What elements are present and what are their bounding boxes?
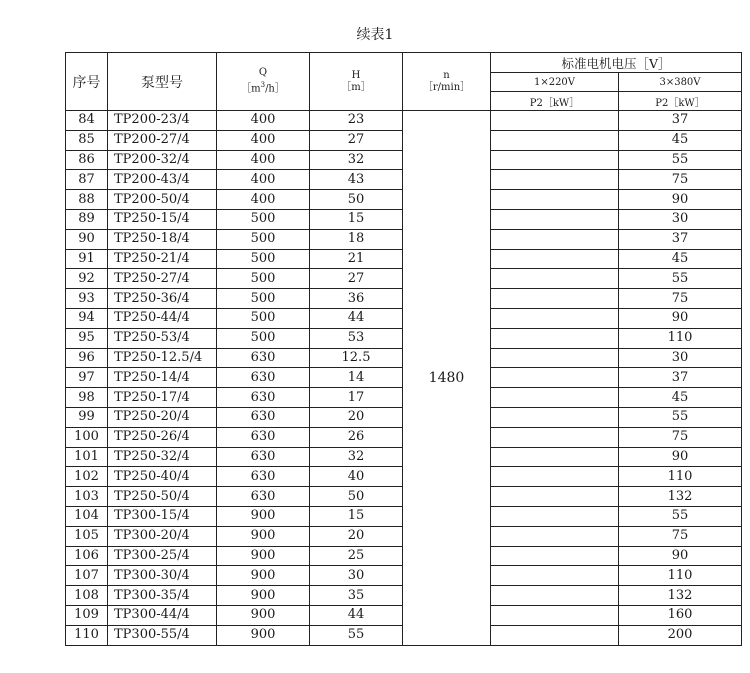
row-h-cell: 44 <box>310 308 403 328</box>
row-model-cell: TP250-50/4 <box>108 487 217 507</box>
row-seq-cell: 101 <box>66 447 108 467</box>
row-h-cell: 32 <box>310 150 403 170</box>
row-p2-3phase-cell: 110 <box>619 566 742 586</box>
row-p2-1phase-cell <box>491 249 619 269</box>
row-h-cell: 27 <box>310 269 403 289</box>
header-p2-3phase: P2［kW］ <box>619 92 742 111</box>
row-q-cell: 500 <box>217 249 310 269</box>
row-h-cell: 36 <box>310 289 403 309</box>
row-p2-3phase-cell: 110 <box>619 328 742 348</box>
header-h-unit: ［m］ <box>341 81 371 93</box>
row-q-cell: 500 <box>217 308 310 328</box>
row-p2-3phase-cell: 45 <box>619 249 742 269</box>
row-q-cell: 500 <box>217 328 310 348</box>
row-h-cell: 12.5 <box>310 348 403 368</box>
row-p2-3phase-cell: 132 <box>619 586 742 606</box>
row-p2-3phase-cell: 55 <box>619 150 742 170</box>
row-model-cell: TP300-20/4 <box>108 526 217 546</box>
header-voltage-3phase: 3×380V <box>619 73 742 92</box>
row-p2-3phase-cell: 110 <box>619 467 742 487</box>
row-q-cell: 900 <box>217 625 310 645</box>
row-q-cell: 900 <box>217 605 310 625</box>
row-seq-cell: 98 <box>66 388 108 408</box>
row-p2-1phase-cell <box>491 506 619 526</box>
row-p2-3phase-cell: 90 <box>619 308 742 328</box>
row-seq-cell: 96 <box>66 348 108 368</box>
row-model-cell: TP200-50/4 <box>108 190 217 210</box>
row-p2-3phase-cell: 37 <box>619 368 742 388</box>
row-seq-cell: 99 <box>66 407 108 427</box>
row-p2-1phase-cell <box>491 625 619 645</box>
row-h-cell: 50 <box>310 190 403 210</box>
row-h-cell: 50 <box>310 487 403 507</box>
row-q-cell: 630 <box>217 427 310 447</box>
row-q-cell: 630 <box>217 348 310 368</box>
table-caption: 续表1 <box>356 27 394 43</box>
header-q-symbol: Q <box>258 67 268 79</box>
row-seq-cell: 90 <box>66 229 108 249</box>
header-n-unit: ［r/min］ <box>422 81 471 93</box>
row-h-cell: 30 <box>310 566 403 586</box>
row-p2-3phase-cell: 90 <box>619 447 742 467</box>
row-seq-cell: 85 <box>66 130 108 150</box>
row-q-cell: 630 <box>217 368 310 388</box>
row-seq-cell: 87 <box>66 170 108 190</box>
row-p2-1phase-cell <box>491 388 619 408</box>
row-h-cell: 27 <box>310 130 403 150</box>
header-q-unit: $[m^3/h]$ <box>241 81 285 95</box>
row-seq-cell: 104 <box>66 506 108 526</box>
row-model-cell: TP250-12.5/4 <box>108 348 217 368</box>
row-model-cell: TP200-23/4 <box>108 111 217 131</box>
row-h-cell: 15 <box>310 506 403 526</box>
row-h-cell: 14 <box>310 368 403 388</box>
row-h-cell: 17 <box>310 388 403 408</box>
row-p2-3phase-cell: 55 <box>619 269 742 289</box>
row-q-cell: 400 <box>217 130 310 150</box>
row-model-cell: TP300-35/4 <box>108 586 217 606</box>
row-seq-cell: 108 <box>66 586 108 606</box>
row-p2-1phase-cell <box>491 348 619 368</box>
row-p2-1phase-cell <box>491 170 619 190</box>
row-h-cell: 21 <box>310 249 403 269</box>
row-p2-3phase-cell: 30 <box>619 209 742 229</box>
row-p2-1phase-cell <box>491 289 619 309</box>
row-seq-cell: 86 <box>66 150 108 170</box>
row-seq-cell: 95 <box>66 328 108 348</box>
row-p2-3phase-cell: 37 <box>619 111 742 131</box>
row-h-cell: 26 <box>310 427 403 447</box>
header-n <box>403 53 491 111</box>
row-seq-cell: 89 <box>66 209 108 229</box>
row-h-cell: 40 <box>310 467 403 487</box>
row-p2-3phase-cell: 75 <box>619 427 742 447</box>
row-p2-1phase-cell <box>491 308 619 328</box>
row-p2-1phase-cell <box>491 111 619 131</box>
row-seq-cell: 103 <box>66 487 108 507</box>
row-h-cell: 18 <box>310 229 403 249</box>
row-q-cell: 900 <box>217 586 310 606</box>
row-p2-1phase-cell <box>491 586 619 606</box>
table-body <box>66 111 742 646</box>
row-model-cell: TP250-14/4 <box>108 368 217 388</box>
speed-cell: 1480 <box>403 111 491 646</box>
header-model: 泵型号 <box>108 53 217 111</box>
row-model-cell: TP250-20/4 <box>108 407 217 427</box>
row-q-cell: 400 <box>217 170 310 190</box>
header-seq: 序号 <box>66 53 108 111</box>
row-model-cell: TP300-44/4 <box>108 605 217 625</box>
row-q-cell: 630 <box>217 388 310 408</box>
row-p2-1phase-cell <box>491 447 619 467</box>
header-h-symbol: H <box>351 69 361 81</box>
row-p2-3phase-cell: 132 <box>619 487 742 507</box>
row-model-cell: TP250-21/4 <box>108 249 217 269</box>
row-q-cell: 900 <box>217 546 310 566</box>
header-q <box>217 53 310 111</box>
row-h-cell: 53 <box>310 328 403 348</box>
row-model-cell: TP250-26/4 <box>108 427 217 447</box>
row-p2-3phase-cell: 75 <box>619 526 742 546</box>
row-model-cell: TP300-55/4 <box>108 625 217 645</box>
row-q-cell: 400 <box>217 150 310 170</box>
row-p2-1phase-cell <box>491 328 619 348</box>
row-p2-1phase-cell <box>491 526 619 546</box>
row-h-cell: 32 <box>310 447 403 467</box>
row-h-cell: 35 <box>310 586 403 606</box>
row-seq-cell: 105 <box>66 526 108 546</box>
row-h-cell: 20 <box>310 407 403 427</box>
row-p2-1phase-cell <box>491 605 619 625</box>
header-voltage-1phase: 1×220V <box>491 73 619 92</box>
row-p2-1phase-cell <box>491 269 619 289</box>
row-q-cell: 500 <box>217 229 310 249</box>
row-h-cell: 15 <box>310 209 403 229</box>
row-seq-cell: 109 <box>66 605 108 625</box>
row-p2-1phase-cell <box>491 487 619 507</box>
row-model-cell: TP250-17/4 <box>108 388 217 408</box>
row-p2-1phase-cell <box>491 130 619 150</box>
row-p2-1phase-cell <box>491 566 619 586</box>
row-p2-3phase-cell: 160 <box>619 605 742 625</box>
row-seq-cell: 102 <box>66 467 108 487</box>
row-p2-1phase-cell <box>491 190 619 210</box>
row-seq-cell: 88 <box>66 190 108 210</box>
row-p2-3phase-cell: 90 <box>619 190 742 210</box>
row-p2-3phase-cell: 45 <box>619 130 742 150</box>
row-q-cell: 400 <box>217 190 310 210</box>
row-q-cell: 500 <box>217 209 310 229</box>
row-model-cell: TP250-36/4 <box>108 289 217 309</box>
row-p2-1phase-cell <box>491 467 619 487</box>
row-p2-1phase-cell <box>491 150 619 170</box>
row-p2-1phase-cell <box>491 427 619 447</box>
row-p2-3phase-cell: 37 <box>619 229 742 249</box>
row-seq-cell: 84 <box>66 111 108 131</box>
row-q-cell: 630 <box>217 407 310 427</box>
row-model-cell: TP250-32/4 <box>108 447 217 467</box>
row-model-cell: TP200-43/4 <box>108 170 217 190</box>
row-seq-cell: 92 <box>66 269 108 289</box>
row-seq-cell: 93 <box>66 289 108 309</box>
row-seq-cell: 94 <box>66 308 108 328</box>
header-std-voltage: 标准电机电压［V］ <box>491 53 742 73</box>
row-model-cell: TP200-32/4 <box>108 150 217 170</box>
row-p2-1phase-cell <box>491 546 619 566</box>
row-p2-1phase-cell <box>491 368 619 388</box>
row-model-cell: TP250-15/4 <box>108 209 217 229</box>
row-model-cell: TP300-25/4 <box>108 546 217 566</box>
row-p2-1phase-cell <box>491 229 619 249</box>
row-model-cell: TP300-15/4 <box>108 506 217 526</box>
row-q-cell: 400 <box>217 111 310 131</box>
row-h-cell: 20 <box>310 526 403 546</box>
row-model-cell: TP250-44/4 <box>108 308 217 328</box>
row-q-cell: 630 <box>217 487 310 507</box>
row-p2-3phase-cell: 200 <box>619 625 742 645</box>
row-q-cell: 630 <box>217 467 310 487</box>
header-p2-1phase: P2［kW］ <box>491 92 619 111</box>
row-p2-3phase-cell: 90 <box>619 546 742 566</box>
row-model-cell: TP200-27/4 <box>108 130 217 150</box>
row-seq-cell: 100 <box>66 427 108 447</box>
row-model-cell: TP300-30/4 <box>108 566 217 586</box>
row-model-cell: TP250-53/4 <box>108 328 217 348</box>
row-p2-3phase-cell: 75 <box>619 289 742 309</box>
row-p2-3phase-cell: 55 <box>619 506 742 526</box>
row-p2-1phase-cell <box>491 407 619 427</box>
row-p2-3phase-cell: 45 <box>619 388 742 408</box>
row-h-cell: 43 <box>310 170 403 190</box>
row-model-cell: TP250-40/4 <box>108 467 217 487</box>
row-model-cell: TP250-18/4 <box>108 229 217 249</box>
row-seq-cell: 110 <box>66 625 108 645</box>
row-p2-1phase-cell <box>491 209 619 229</box>
row-p2-3phase-cell: 75 <box>619 170 742 190</box>
row-h-cell: 44 <box>310 605 403 625</box>
row-q-cell: 500 <box>217 289 310 309</box>
row-seq-cell: 106 <box>66 546 108 566</box>
row-h-cell: 23 <box>310 111 403 131</box>
pump-spec-table <box>65 52 742 646</box>
row-model-cell: TP250-27/4 <box>108 269 217 289</box>
row-q-cell: 900 <box>217 506 310 526</box>
row-seq-cell: 107 <box>66 566 108 586</box>
row-h-cell: 25 <box>310 546 403 566</box>
table-header <box>66 53 742 111</box>
table-row <box>66 111 742 131</box>
header-n-symbol: n <box>443 69 450 81</box>
row-p2-3phase-cell: 30 <box>619 348 742 368</box>
row-p2-3phase-cell: 55 <box>619 407 742 427</box>
row-seq-cell: 91 <box>66 249 108 269</box>
row-q-cell: 630 <box>217 447 310 467</box>
header-h <box>310 53 403 111</box>
row-seq-cell: 97 <box>66 368 108 388</box>
row-q-cell: 900 <box>217 526 310 546</box>
row-q-cell: 900 <box>217 566 310 586</box>
row-h-cell: 55 <box>310 625 403 645</box>
row-q-cell: 500 <box>217 269 310 289</box>
